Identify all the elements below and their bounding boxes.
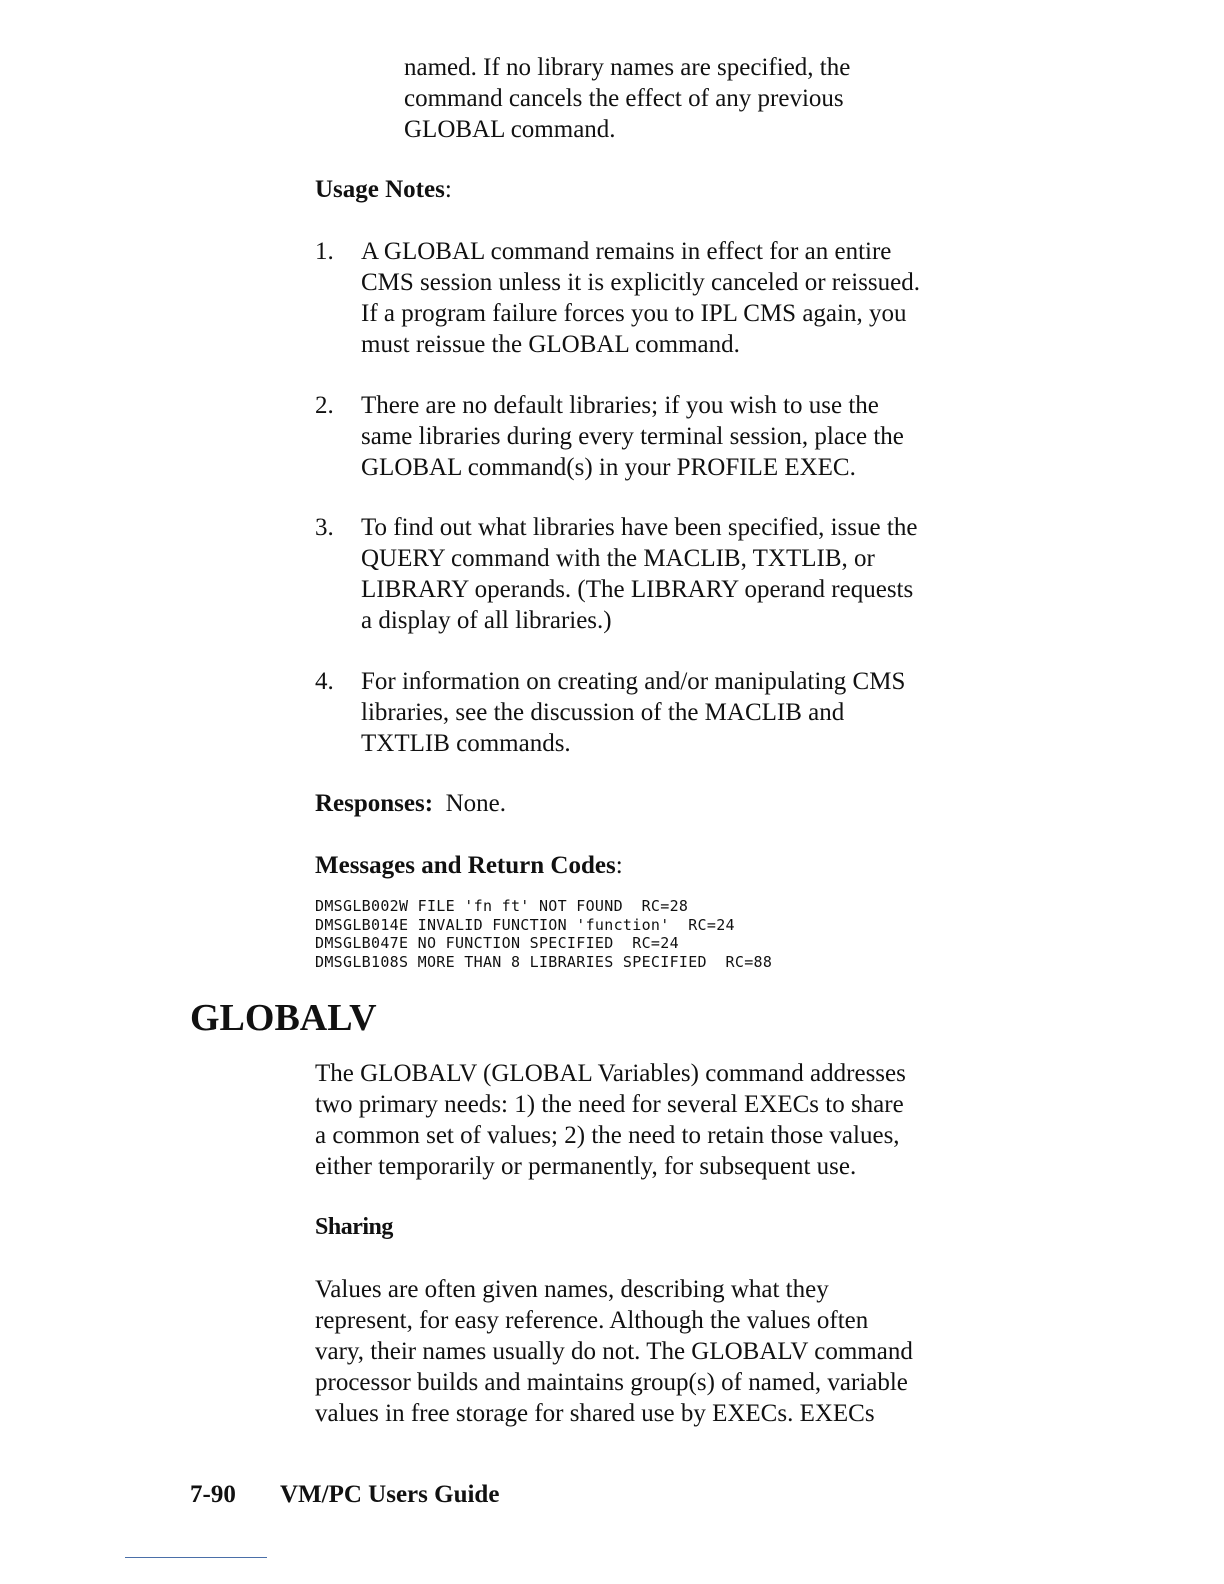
book-title: VM/PC Users Guide [280,1481,500,1508]
note-number: 1. [315,238,334,265]
note-text [361,236,1001,360]
intro-line: command cancels the effect of any previous [404,85,844,112]
sharing-heading: Sharing [315,1214,393,1240]
sharing-paragraph [315,1274,1015,1429]
sharing-line: vary, their names usually do not. The GLOBALV command [315,1338,913,1365]
globalv-intro-line: either temporarily or permanently, for subsequent use. [315,1153,857,1180]
message-code: DMSGLB014E INVALID FUNCTION 'function' RC=24 [315,915,735,934]
message-code: DMSGLB002W FILE 'fn ft' NOT FOUND RC=28 [315,897,689,915]
message-code-list [315,897,772,971]
message-code: DMSGLB047E NO FUNCTION SPECIFIED RC=24 [315,934,679,952]
usage-notes-heading: Usage Notes: [315,176,452,203]
intro-paragraph [404,52,1024,145]
sharing-line: represent, for easy reference. Although the values often [315,1307,869,1334]
note-text [361,666,1001,759]
note-text [361,390,1001,483]
globalv-intro-line: a common set of values; 2) the need to retain those values, [315,1122,900,1149]
sharing-line: processor builds and maintains group(s) of named, variable [315,1369,908,1396]
note-number: 3. [315,514,334,541]
footer-divider [125,1557,267,1558]
messages-heading: Messages and Return Codes: [315,852,623,879]
note-line: GLOBAL command(s) in your PROFILE EXEC. [361,454,856,481]
note-line: QUERY command with the MACLIB, TXTLIB, or [361,545,875,572]
note-line: same libraries during every terminal session, place the [361,423,904,450]
sharing-line: Values are often given names, describing what they [315,1276,829,1303]
globalv-intro-paragraph [315,1058,1015,1182]
note-line: There are no default libraries; if you wish to use the [361,392,879,419]
globalv-intro-line: two primary needs: 1) the need for several EXECs to share [315,1091,904,1118]
note-line: CMS session unless it is explicitly canceled or reissued. [361,269,920,296]
note-line: If a program failure forces you to IPL CMS again, you [361,300,907,327]
globalv-intro-line: The GLOBALV (GLOBAL Variables) command addresses [315,1060,906,1087]
page-number: 7-90 [190,1481,236,1508]
note-line: A GLOBAL command remains in effect for an entire [361,238,892,265]
note-line: must reissue the GLOBAL command. [361,331,740,358]
note-line: libraries, see the discussion of the MACLIB and [361,699,845,726]
usage-notes-label: Usage Notes [315,176,445,203]
sharing-line: values in free storage for shared use by EXECs. EXECs [315,1400,875,1427]
note-line: TXTLIB commands. [361,730,571,757]
note-number: 4. [315,668,334,695]
note-line: To find out what libraries have been specified, issue the [361,514,918,541]
note-number: 2. [315,392,334,419]
note-line: a display of all libraries.) [361,607,612,634]
intro-line: named. If no library names are specified, the [404,54,851,81]
responses-line: Responses: None. [315,790,506,817]
responses-value: None. [445,790,506,817]
section-title-globalv: GLOBALV [190,997,377,1039]
note-line: LIBRARY operands. (The LIBRARY operand requests [361,576,914,603]
intro-line: GLOBAL command. [404,116,616,143]
note-text [361,512,1001,636]
responses-label: Responses [315,790,425,817]
page-footer [190,1479,499,1510]
note-line: For information on creating and/or manipulating CMS [361,668,906,695]
messages-label: Messages and Return Codes [315,852,616,879]
message-code: DMSGLB108S MORE THAN 8 LIBRARIES SPECIFIED RC=88 [315,952,773,971]
